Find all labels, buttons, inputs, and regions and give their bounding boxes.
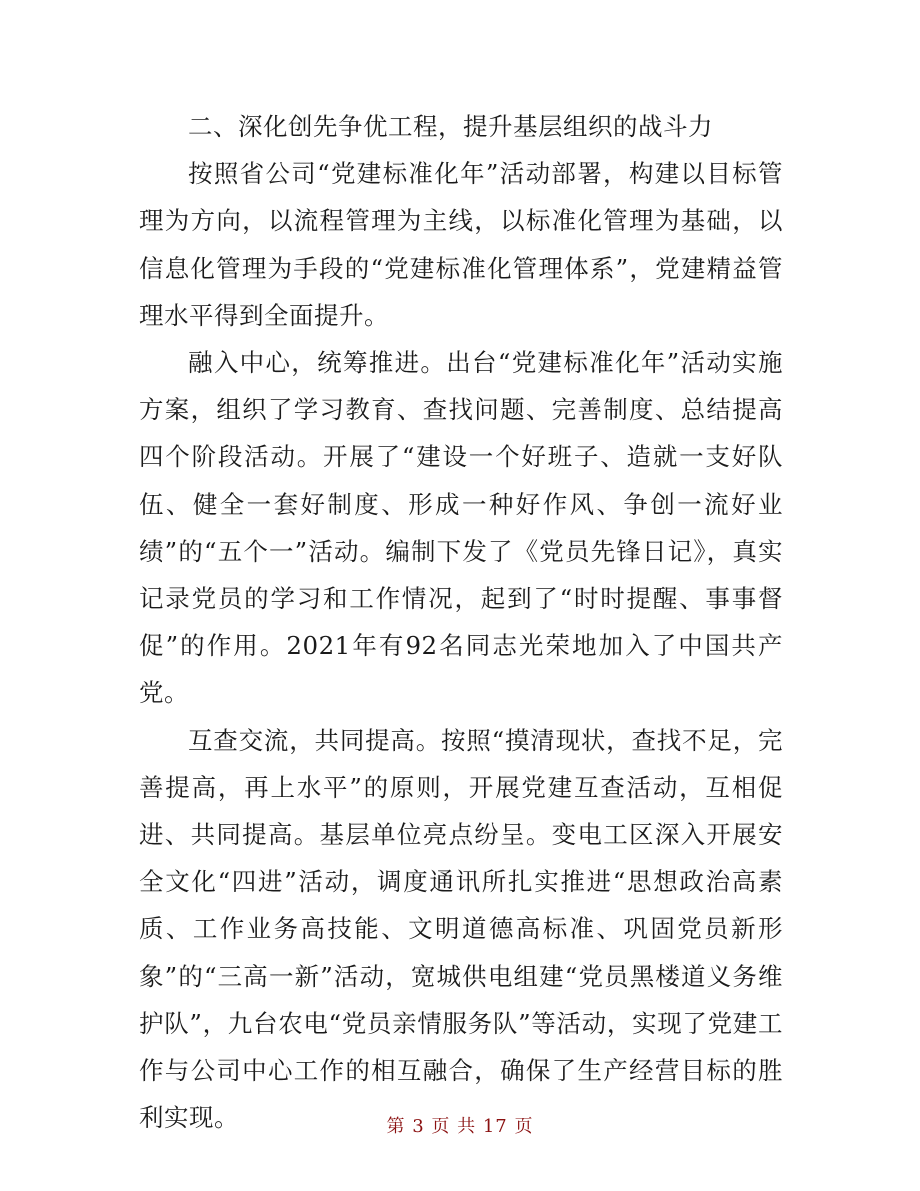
- paragraph-integration: 融入中心，统筹推进。出台“党建标准化年”活动实施方案，组织了学习教育、查找问题、完善制度、总结提高四个阶段活动。开展了“建设一个好班子、造就一支好队伍、健全一套好制度、形成一种好作风、争创一流好业绩”的“五个一”活动。编制下发了《党员先锋日记》，真实记录党员的学习和工作情况，起到了“时时提醒、事事督促”的作用。2021年有92名同志光荣地加入了中国共产党。: [139, 348, 783, 708]
- section-heading: 二、深化创先争优工程，提升基层组织的战斗力: [188, 112, 713, 141]
- page-footer: 第 3 页 共 17 页: [386, 1116, 534, 1137]
- document-body: [139, 103, 783, 1141]
- paragraph-exchange: 互查交流，共同提高。按照“摸清现状，查找不足，完善提高，再上水平”的原则，开展党建互查活动，互相促进、共同提高。基层单位亮点纷呈。变电工区深入开展安全文化“四进”活动，调度通讯所扎实推进“思想政治高素质、工作业务高技能、文明道德高标准、巩固党员新形象”的“三高一新”活动，宽城供电组建“党员黑楼道义务维护队”，九台农电“党员亲情服务队”等活动，实现了党建工作与公司中心工作的相互融合，确保了生产经营目标的胜利实现。: [139, 725, 783, 1133]
- paragraph-intro: 按照省公司“党建标准化年”活动部署，构建以目标管理为方向，以流程管理为主线，以标准化管理为基础，以信息化管理为手段的“党建标准化管理体系”，党建精益管理水平得到全面提升。: [139, 159, 783, 330]
